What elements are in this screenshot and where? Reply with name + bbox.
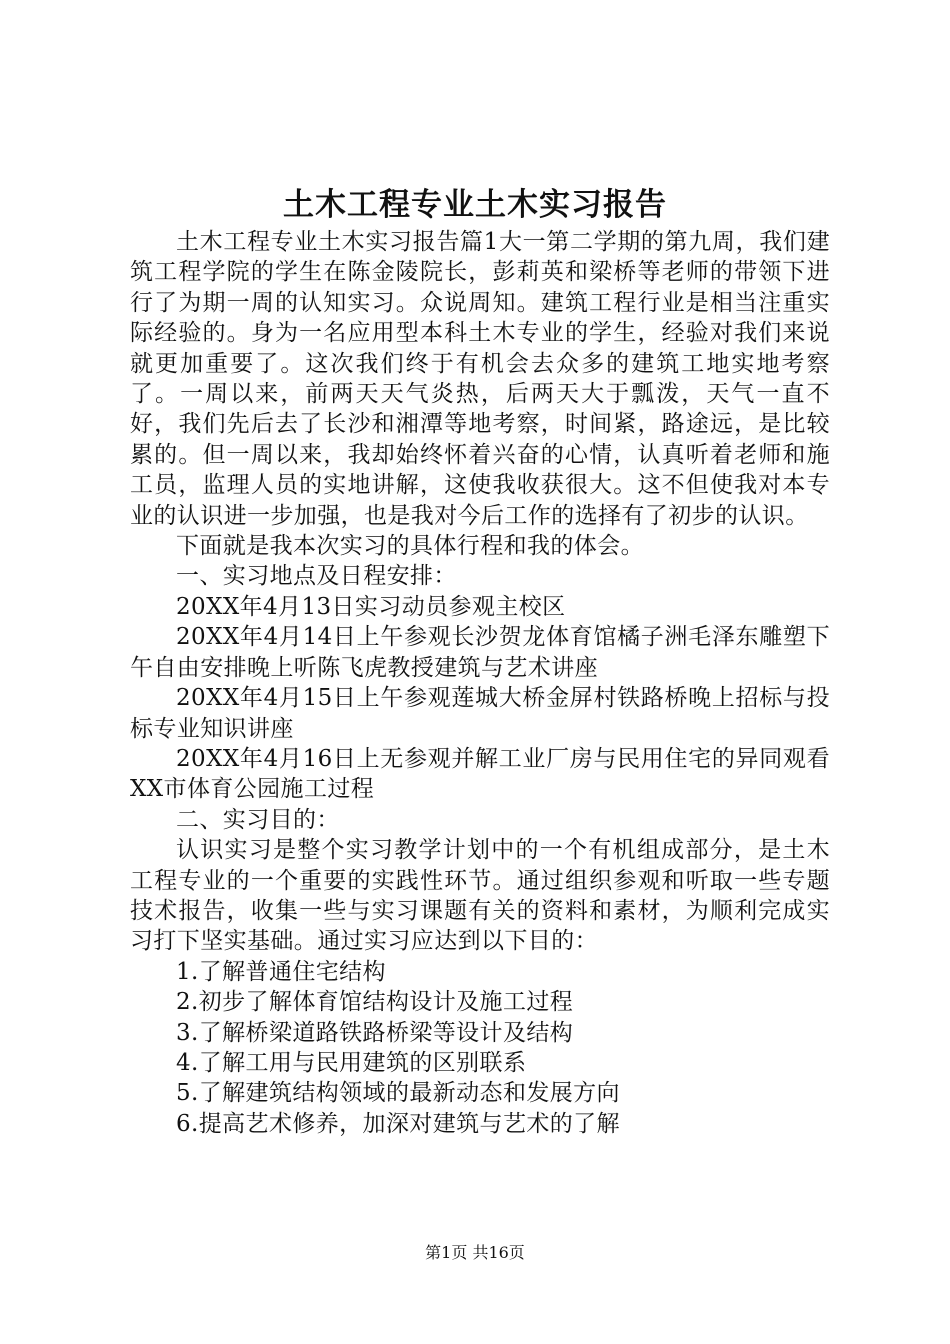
paragraph-intro: 土木工程专业土木实习报告篇1大一第二学期的第九周，我们建筑工程学院的学生在陈金陵院长，彭莉英和梁桥等老师的带领下进行了为期一周的认知实习。众说周知。建筑工程行业是相当注重实际经验的。身为一名应用型本科土木专业的学生，经验对我们来说就更加重要了。这次我们终于有机会去众多的建筑工地实地考察了。一周以来，前两天天气炎热，后两天大于瓢泼，天气一直不好，我们先后去了长沙和湘潭等地考察，时间紧，路途远，是比较累的。但一周以来，我却始终怀着兴奋的心情，认真听着老师和施工员，监理人员的实地讲解，这使我收获很大。这不但使我对本专业的认识进一步加强，也是我对今后工作的选择有了初步的认识。 [130,229,830,529]
schedule-item: 20XX年4月13日实习动员参观主校区 [176,593,566,620]
schedule-item: 20XX年4月16日上无参观并解工业厂房与民用住宅的异同观看XX市体育公园施工过程 [130,745,830,803]
list-item: 4.了解工用与民用建筑的区别联系 [176,1049,527,1076]
document-title: 土木工程专业土木实习报告 [283,187,667,223]
paragraph-purpose: 认识实习是整个实习教学计划中的一个有机组成部分，是土木工程专业的一个重要的实践性环节。通过组织参观和听取一些专题技术报告，收集一些与实习课题有关的资料和素材，为顺利完成实习打下坚实基础。通过实习应达到以下目的： [130,837,830,955]
section-heading-purpose: 二、实习目的： [176,806,340,833]
paragraph-itinerary-intro: 下面就是我本次实习的具体行程和我的体会。 [176,533,644,560]
list-item: 3.了解桥梁道路铁路桥梁等设计及结构 [176,1019,574,1046]
list-item: 1.了解普通住宅结构 [176,958,386,985]
schedule-item: 20XX年4月14日上午参观长沙贺龙体育馆橘子洲毛泽东雕塑下午自由安排晚上听陈飞虎教授建筑与艺术讲座 [130,624,830,681]
schedule-item: 20XX年4月15日上午参观莲城大桥金屏村铁路桥晚上招标与投标专业知识讲座 [130,685,830,742]
document-body [130,227,830,1139]
list-item: 5.了解建筑结构领域的最新动态和发展方向 [176,1080,620,1107]
list-item: 2.初步了解体育馆结构设计及施工过程 [176,989,574,1016]
list-item: 6.提高艺术修养，加深对建筑与艺术的了解 [176,1110,620,1137]
page-number-footer: 第1页 共16页 [425,1243,525,1262]
section-heading-schedule: 一、实习地点及日程安排： [176,563,457,590]
